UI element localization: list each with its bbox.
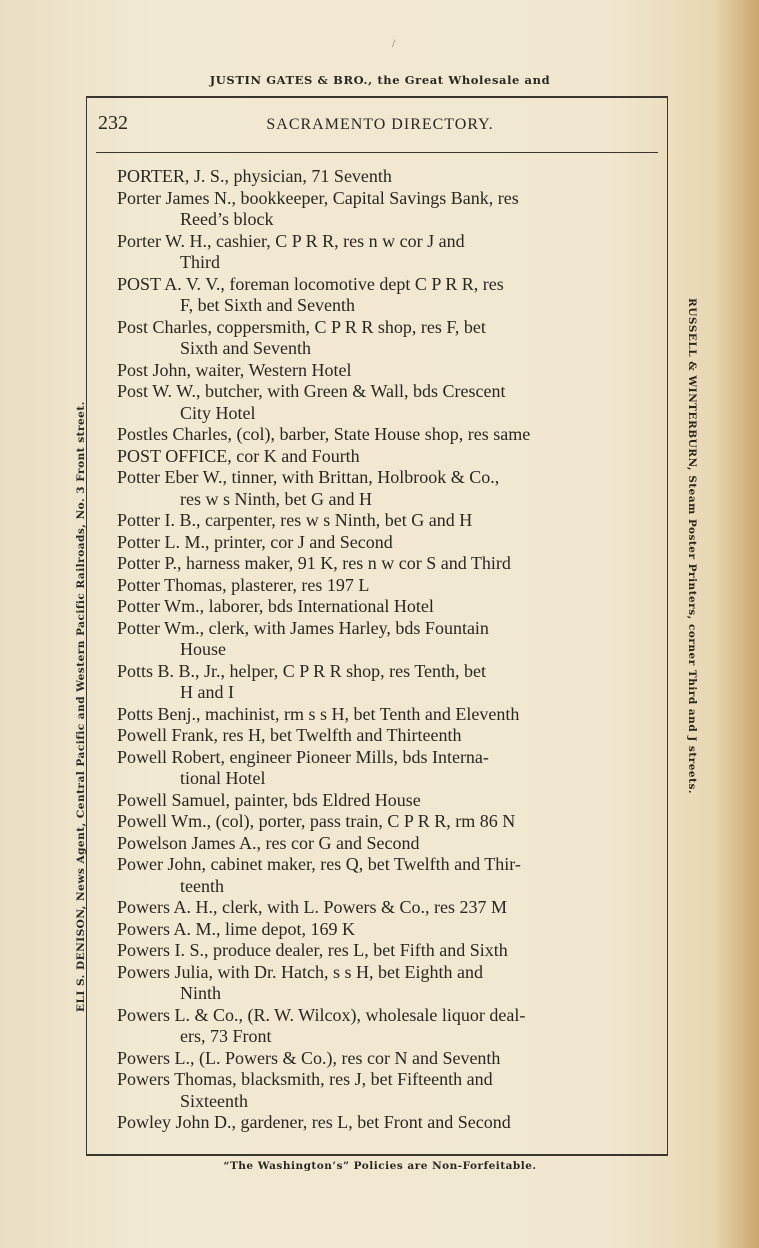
entry-line: Potts Benj., machinist, rm s s H, bet Tenth and Eleventh	[117, 703, 520, 724]
entry-line: Post W. W., butcher, with Green & Wall, bds Crescent	[117, 381, 506, 401]
page-number: 232	[98, 112, 128, 134]
bottom-border-rule	[86, 1154, 668, 1156]
directory-entry	[117, 897, 643, 919]
directory-entry	[117, 596, 643, 618]
entry-line: Powell Frank, res H, bet Twelfth and Thirteenth	[117, 725, 462, 745]
entry-continuation-line: tional Hotel	[180, 768, 266, 788]
directory-entry	[117, 446, 643, 468]
directory-entry	[117, 1005, 643, 1048]
directory-entry	[117, 618, 643, 661]
entry-line: Powers A. H., clerk, with L. Powers & Co., res 237 M	[117, 897, 507, 917]
entry-line: Powers L., (L. Powers & Co.), res cor N and Seventh	[117, 1047, 501, 1068]
entry-line: Potter L. M., printer, cor J and Second	[117, 531, 393, 552]
entry-continuation-line: teenth	[180, 875, 224, 896]
entry-line: Porter W. H., cashier, C P R R, res n w cor J and	[117, 230, 465, 251]
directory-entry	[117, 919, 643, 941]
entry-line: Powers I. S., produce dealer, res L, bet Fifth and Sixth	[117, 940, 508, 960]
directory-entry	[117, 231, 643, 274]
right-margin-advertisement: RUSSELL & WINTERBURN, Steam Poster Printers, corner Third and J streets.	[686, 298, 698, 795]
top-advertisement: JUSTIN GATES & BRO., the Great Wholesale and	[209, 73, 551, 87]
entry-continuation-line: res w s Ninth, bet G and H	[180, 488, 372, 509]
directory-entry	[117, 790, 643, 812]
entry-line: Powers L. & Co., (R. W. Wilcox), wholesale liquor deal-	[117, 1004, 526, 1025]
entry-line: Powell Samuel, painter, bds Eldred House	[117, 789, 421, 810]
directory-entry	[117, 510, 643, 532]
entry-line: Potts B. B., Jr., helper, C P R R shop, res Tenth, bet	[117, 660, 487, 681]
entry-line: POST OFFICE, cor K and Fourth	[117, 445, 360, 466]
directory-entry	[117, 725, 643, 747]
entry-line: Post Charles, coppersmith, C P R R shop, res F, bet	[117, 316, 486, 337]
entry-line: Potter Thomas, plasterer, res 197 L	[117, 574, 370, 595]
entry-line: Potter P., harness maker, 91 K, res n w cor S and Third	[117, 553, 511, 573]
directory-entry	[117, 1069, 643, 1112]
directory-entry	[117, 553, 643, 575]
entry-line: Power John, cabinet maker, res Q, bet Twelfth and Thir-	[117, 854, 521, 874]
entry-line: Potter I. B., carpenter, res w s Ninth, bet G and H	[117, 510, 473, 530]
directory-entry	[117, 274, 643, 317]
entry-line: POST A. V. V., foreman locomotive dept C P R R, res	[117, 273, 504, 294]
directory-entry	[117, 1048, 643, 1070]
entry-line: Powell Wm., (col), porter, pass train, C P R R, rm 86 N	[117, 811, 516, 831]
entry-line: Powelson James A., res cor G and Second	[117, 832, 420, 853]
entry-continuation-line: House	[180, 639, 226, 659]
directory-entry	[117, 532, 643, 554]
left-margin-advertisement: ELI S. DENISON, News Agent, Central Pacific and Western Pacific Railroads, No. 3 Front street.	[75, 401, 87, 1012]
directory-entry	[117, 833, 643, 855]
directory-entry	[117, 940, 643, 962]
directory-entry	[117, 360, 643, 382]
directory-entry	[117, 811, 643, 833]
entry-continuation-line: Sixteenth	[180, 1090, 248, 1111]
directory-entry	[117, 317, 643, 360]
entry-continuation-line: City Hotel	[180, 402, 256, 423]
entry-continuation-line: F, bet Sixth and Seventh	[180, 295, 356, 315]
entry-continuation-line: Third	[180, 252, 220, 272]
entry-line: Powley John D., gardener, res L, bet Front and Second	[117, 1112, 511, 1132]
directory-entry	[117, 854, 643, 897]
entry-line: Postles Charles, (col), barber, State House shop, res same	[117, 424, 531, 444]
entry-line: Potter Eber W., tinner, with Brittan, Holbrook & Co.,	[117, 467, 500, 487]
entry-line: Powers A. M., lime depot, 169 K	[117, 918, 355, 939]
entry-continuation-line: ers, 73 Front	[180, 1026, 272, 1046]
directory-entry	[117, 467, 643, 510]
entry-line: Potter Wm., clerk, with James Harley, bds Fountain	[117, 617, 489, 638]
entry-line: Potter Wm., laborer, bds International Hotel	[117, 596, 434, 616]
entry-line: Powers Thomas, blacksmith, res J, bet Fifteenth and	[117, 1069, 493, 1089]
directory-entry	[117, 188, 643, 231]
directory-entry	[117, 704, 643, 726]
directory-entry	[117, 575, 643, 597]
directory-entry	[117, 962, 643, 1005]
header-rule	[96, 152, 658, 153]
entry-line: PORTER, J. S., physician, 71 Seventh	[117, 166, 392, 186]
entry-continuation-line: Sixth and Seventh	[180, 338, 311, 358]
directory-entry	[117, 747, 643, 790]
gutter-mark: /	[392, 36, 396, 50]
entry-continuation-line: Reed’s block	[180, 209, 274, 229]
directory-entry	[117, 424, 643, 446]
bottom-advertisement: “The Washington’s” Policies are Non-Forfeitable.	[223, 1160, 537, 1172]
running-head: SACRAMENTO DIRECTORY.	[266, 116, 494, 133]
directory-entry	[117, 166, 643, 188]
directory-entry	[117, 661, 643, 704]
entry-continuation-line: H and I	[180, 682, 234, 702]
directory-listing	[117, 166, 643, 1134]
directory-entry	[117, 1112, 643, 1134]
entry-line: Porter James N., bookkeeper, Capital Savings Bank, res	[117, 187, 519, 208]
entry-line: Post John, waiter, Western Hotel	[117, 359, 352, 380]
directory-entry	[117, 381, 643, 424]
entry-line: Powell Robert, engineer Pioneer Mills, bds Interna-	[117, 746, 489, 767]
entry-line: Powers Julia, with Dr. Hatch, s s H, bet Eighth and	[117, 961, 483, 982]
entry-continuation-line: Ninth	[180, 983, 222, 1003]
